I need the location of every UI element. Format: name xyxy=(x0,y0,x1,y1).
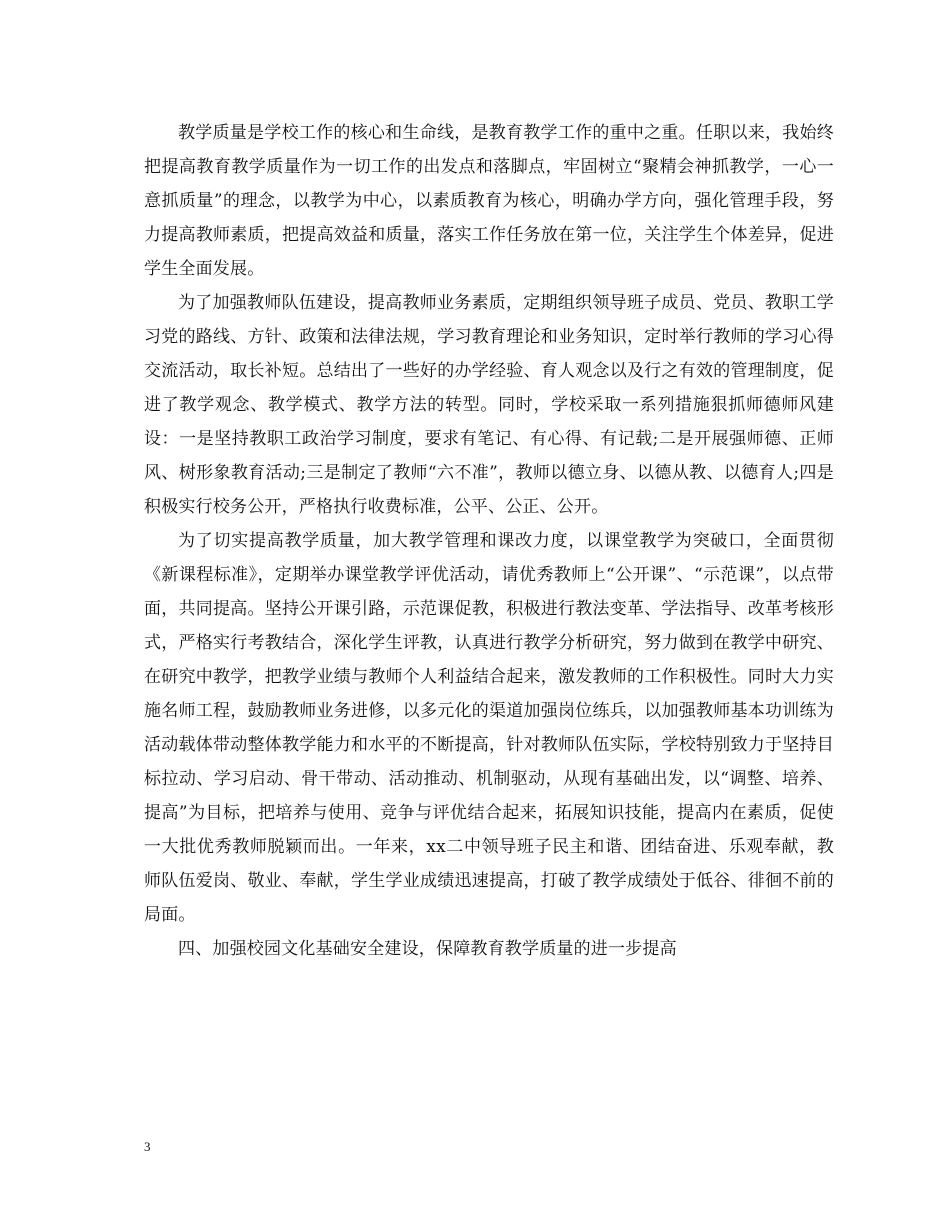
section-heading-campus-culture: 四、加强校园文化基础安全建设，保障教育教学质量的进一步提高 xyxy=(178,939,677,959)
paragraph-teaching-management: 为了切实提高教学质量，加大教学管理和课改力度，以课堂教学为突破口，全面贯彻《新课程标准》，定期举办课堂教学评优活动，请优秀教师上“公开课”、“示范课”，以点带面，共同提高。坚持公开课引路，示范课促教，积极进行教法变革、学法指导、改革考核形式，严格实行考教结合，深化学生评教，认真进行教学分析研究，努力做到在教学中研究、在研究中教学，把教学业绩与教师个人利益结合起来，激发教师的工作积极性。同时大力实施名师工程，鼓励教师业务进修，以多元化的渠道加强岗位练兵，以加强教师基本功训练为活动载体带动整体教学能力和水平的不断提高，针对教师队伍实际，学校特别致力于坚持目标拉动、学习启动、骨干带动、活动推动、机制驱动，从现有基础出发，以“调整、培养、提高”为目标，把培养与使用、竞争与评优结合起来，拓展知识技能，提高内在素质，促使一大批优秀教师脱颖而出。一年来，xx二中领导班子民主和谐、团结奋进、乐观奉献，教师队伍爱岗、敬业、奉献，学生学业成绩迅速提高，打破了教学成绩处于低谷、徘徊不前的局面。 xyxy=(144,531,834,925)
paragraph-teacher-team: 为了加强教师队伍建设，提高教师业务素质，定期组织领导班子成员、党员、教职工学习党的路线、方针、政策和法律法规，学习教育理论和业务知识，定时举行教师的学习心得交流活动，取长补短。总结出了一些好的办学经验、育人观念以及行之有效的管理制度，促进了教学观念、教学模式、教学方法的转型。同时，学校采取一系列措施狠抓师德师风建设：一是坚持教职工政治学习制度，要求有笔记、有心得、有记载;二是开展强师德、正师风、树形象教育活动;三是制定了教师“六不准”，教师以德立身、以德从教、以德育人;四是积极实行校务公开，严格执行收费标准，公平、公正、公开。 xyxy=(144,293,834,517)
document-body xyxy=(144,116,834,966)
paragraph-teaching-quality: 教学质量是学校工作的核心和生命线，是教育教学工作的重中之重。任职以来，我始终把提高教育教学质量作为一切工作的出发点和落脚点，牢固树立“聚精会神抓教学，一心一意抓质量”的理念，以教学为中心，以素质教育为核心，明确办学方向，强化管理手段，努力提高教师素质，把提高效益和质量，落实工作任务放在第一位，关注学生个体差异，促进学生全面发展。 xyxy=(144,123,834,279)
page-number: 3 xyxy=(144,1139,151,1154)
